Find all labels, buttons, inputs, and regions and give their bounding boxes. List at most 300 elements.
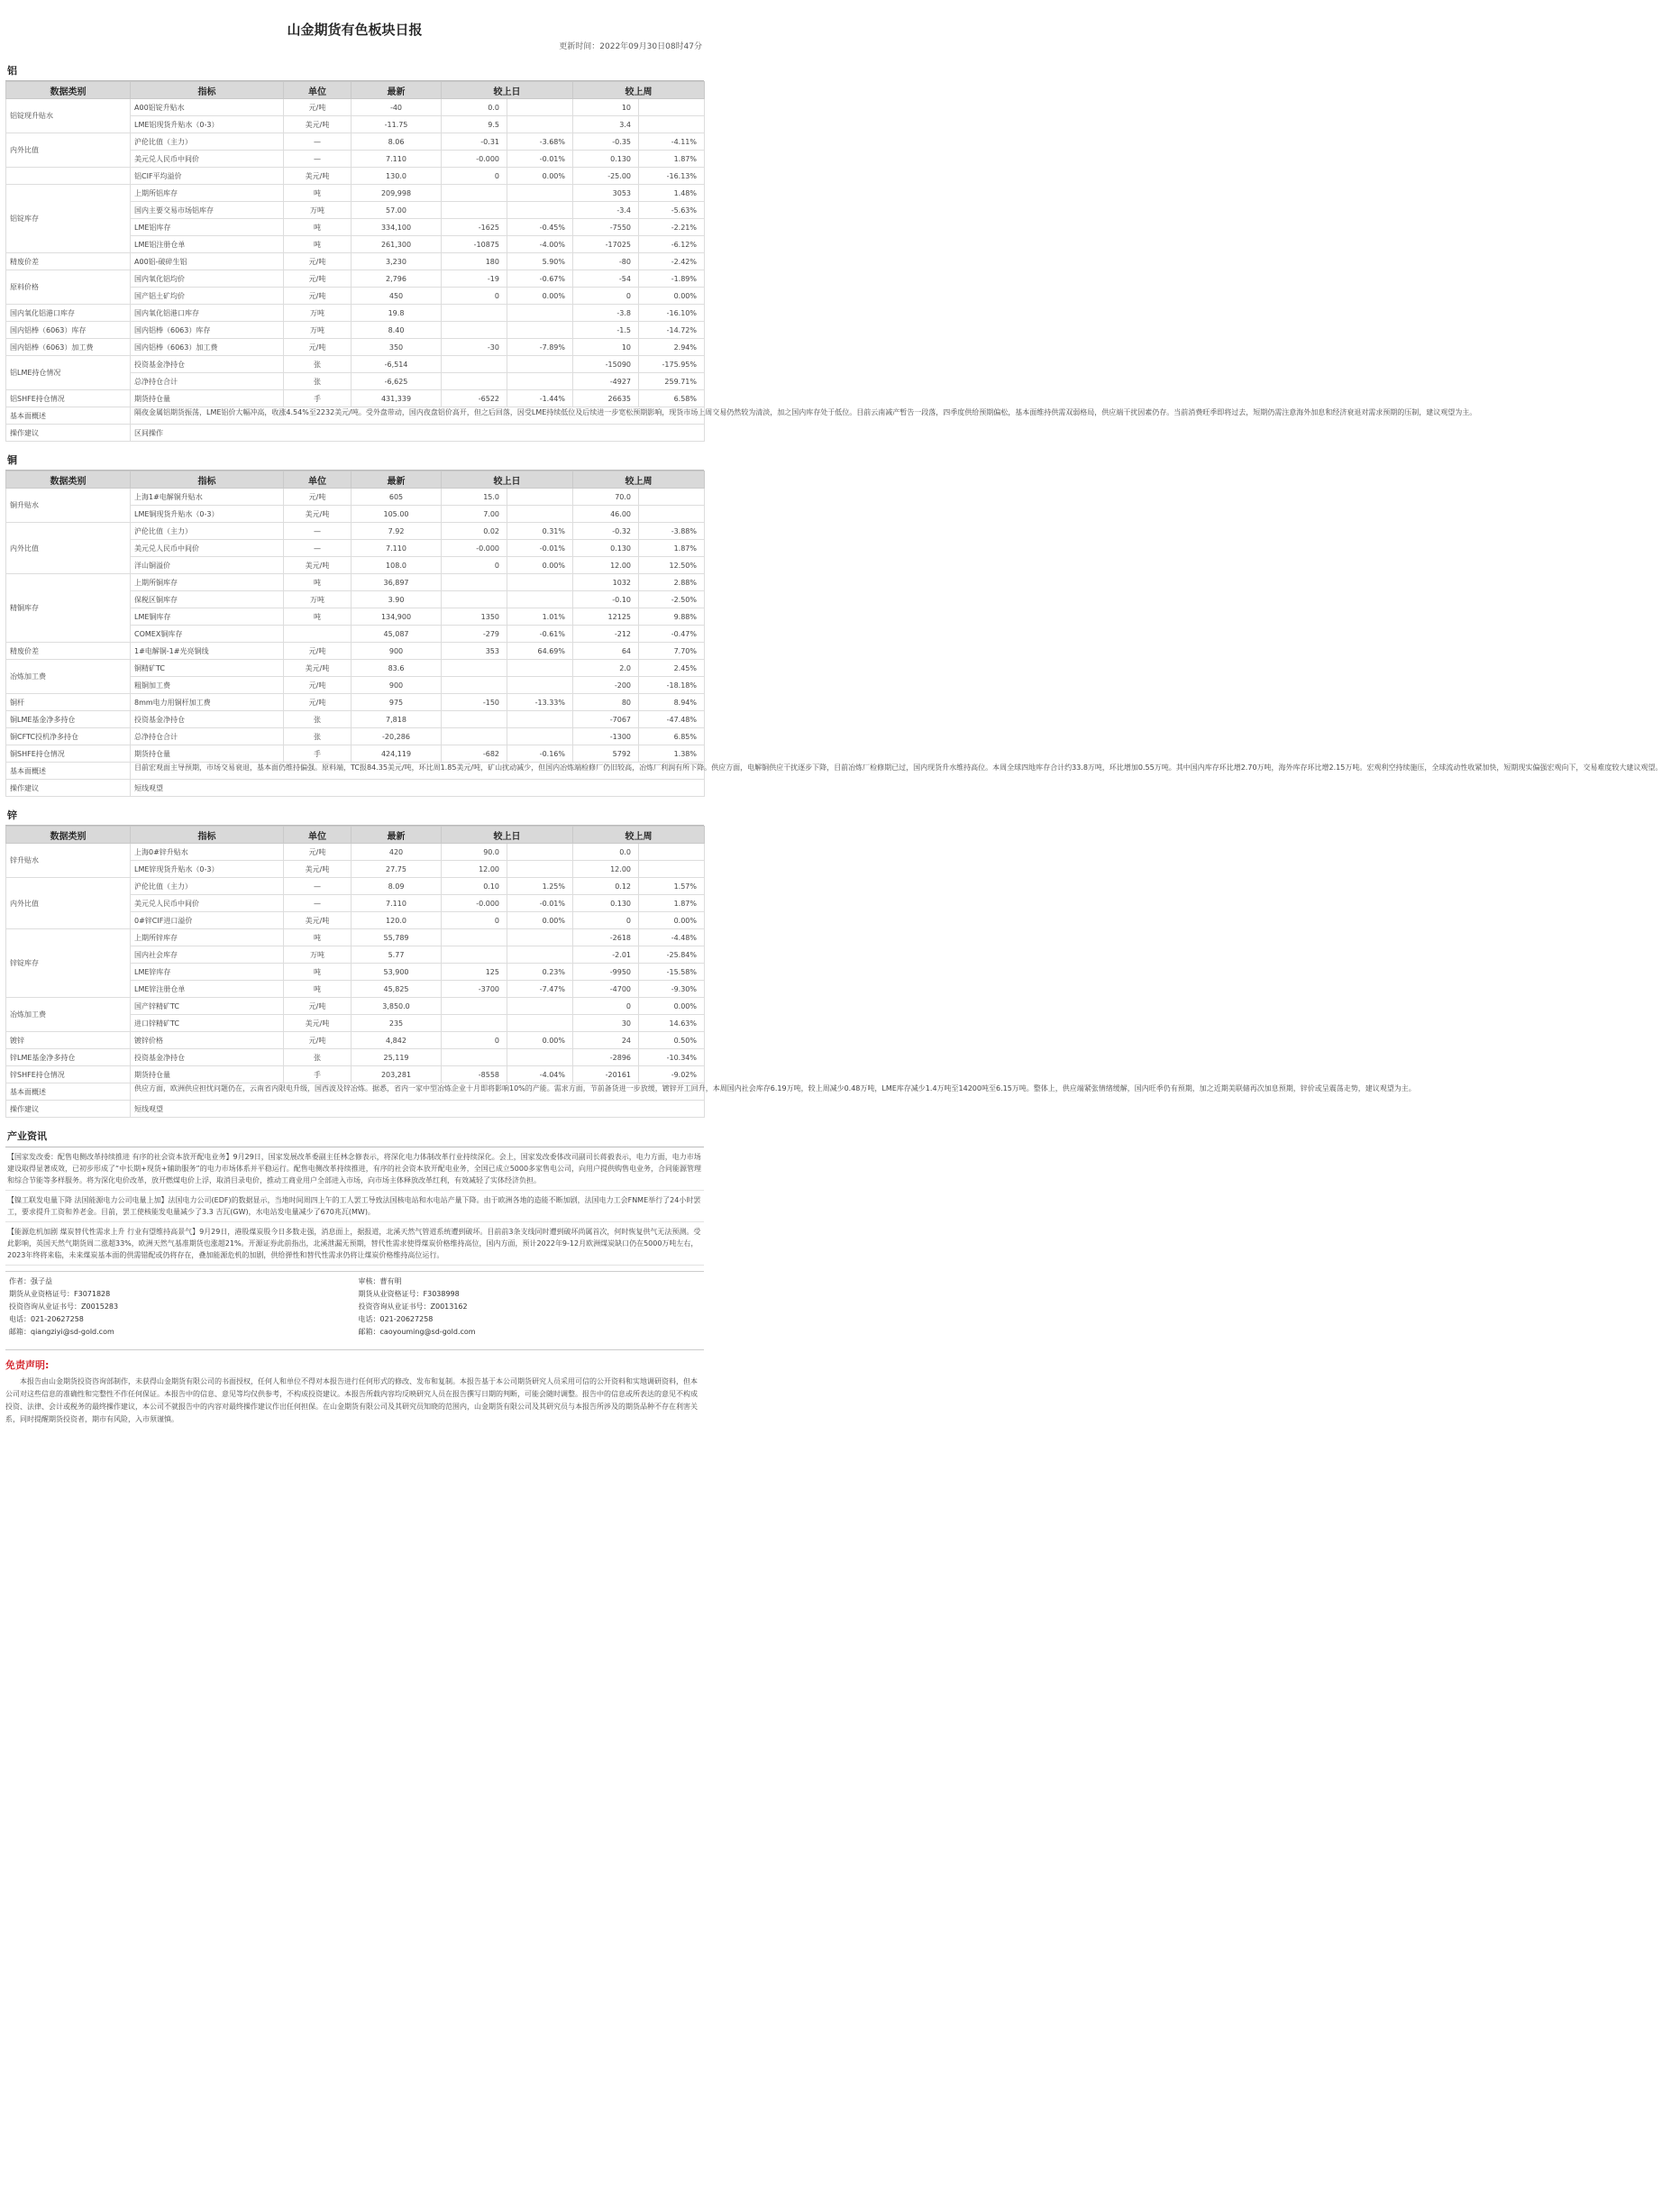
week-change-pct-cell: 6.58% xyxy=(639,390,705,407)
day-change-cell: 0 xyxy=(442,912,507,929)
day-change-cell: -19 xyxy=(442,270,507,288)
week-change-cell: -200 xyxy=(573,677,639,694)
category-cell: 铜杆 xyxy=(6,694,131,711)
indicator-cell: 美元兑人民币中间价 xyxy=(131,540,284,557)
day-change-pct-cell: -7.47% xyxy=(507,981,573,998)
indicator-cell: 投资基金净持仓 xyxy=(131,356,284,373)
latest-cell: 45,087 xyxy=(352,626,442,643)
week-change-cell: -80 xyxy=(573,253,639,270)
unit-cell: 美元/吨 xyxy=(284,912,352,929)
day-change-cell xyxy=(442,574,507,591)
indicator-cell: 国内铝棒（6063）库存 xyxy=(131,322,284,339)
basics-label-text: 基本面概述 xyxy=(10,766,46,775)
day-change-pct-cell: -0.16% xyxy=(507,745,573,763)
indicator-cell: 沪伦比值（主力） xyxy=(131,523,284,540)
day-change-cell: -0.000 xyxy=(442,151,507,168)
latest-cell: 134,900 xyxy=(352,608,442,626)
data-table xyxy=(5,81,1477,442)
week-change-cell: 12.00 xyxy=(573,861,639,878)
day-change-cell: -3700 xyxy=(442,981,507,998)
table-row xyxy=(6,99,705,116)
column-header: 较上周 xyxy=(573,471,705,489)
latest-cell: 3.90 xyxy=(352,591,442,608)
unit-cell: 吨 xyxy=(284,981,352,998)
week-change-pct-cell: -2.21% xyxy=(639,219,705,236)
latest-cell: 36,897 xyxy=(352,574,442,591)
indicator-cell: 国内铝棒（6063）加工费 xyxy=(131,339,284,356)
latest-cell: 108.0 xyxy=(352,557,442,574)
author-name: 作者：强子益 xyxy=(9,1277,52,1285)
day-change-pct-cell: -1.44% xyxy=(507,390,573,407)
day-change-pct-cell xyxy=(507,574,573,591)
week-change-pct-cell: 7.70% xyxy=(639,643,705,660)
advice-label xyxy=(6,780,131,797)
day-change-cell xyxy=(442,305,507,322)
unit-cell: 张 xyxy=(284,711,352,728)
day-change-cell: 180 xyxy=(442,253,507,270)
basics-text: 隔夜金属铝期货振荡，LME铝价大幅冲高，收涨4.54%至2232美元/吨。受外盘带动，国内夜盘铝价高开，但之后回落，因受LME持续低位及后续进一步宽松预期影响，现货市场上周交易仍然较为清淡，加之国内库存处于低位。目前云南减产暂告一段落，四季度供给预期偏松，基本面维持供需双弱格局，供应端干扰因素仍存。当前消费旺季即将过去，短期仍需注意海外加息和经济衰退对需求预期的压制，建议观望为主。 xyxy=(131,407,705,425)
column-header: 较上日 xyxy=(442,827,573,844)
unit-cell: 手 xyxy=(284,745,352,763)
day-change-pct-cell: -0.01% xyxy=(507,151,573,168)
news-item: 【镍工联发电量下降 法国能源电力公司电量上加】法国电力公司(EDF)的数据显示，当地时间周四上午的工人罢工导致法国核电站和水电站产量下降。由于欧洲各地的造能不断加剧，法国电力工会FNME举行了24小时罢工，要求提升工资和养老金。目前，罢工使核能发电量减少了3.3 吉瓦(GW)，水电站发电量减少了670兆瓦(MW)。 xyxy=(5,1191,704,1222)
update-time: 更新时间：2022年09月30日08时47分 xyxy=(559,42,702,51)
day-change-pct-cell xyxy=(507,844,573,861)
day-change-cell: 125 xyxy=(442,964,507,981)
week-change-pct-cell: -16.13% xyxy=(639,168,705,185)
category-cell: 国内铝棒（6063）加工费 xyxy=(6,339,131,356)
category-cell: 铜升贴水 xyxy=(6,489,131,523)
week-change-cell: 2.0 xyxy=(573,660,639,677)
unit-cell: 吨 xyxy=(284,964,352,981)
week-change-cell: 12.00 xyxy=(573,557,639,574)
week-change-cell: -4700 xyxy=(573,981,639,998)
indicator-cell: 0#锌CIF进口溢价 xyxy=(131,912,284,929)
latest-cell: 431,339 xyxy=(352,390,442,407)
news-item: 【能源危机加剧 煤炭替代性需求上升 行业有望维持高景气】9月29日，港股煤炭股今日多数走强，消息面上，据报道，北溪天然气管道系统遭到破坏。目前前3条支线同时遭到破坏尚属首次，何时恢复供气无法预测。受此影响，英国天然气期货周二涨超33%，欧洲天然气基准期货也涨超21%。开源证券此前指出，北溪泄漏无预期，替代性需求使得煤炭价格维持高位，国内方面，预计2022年9-12月欧洲煤炭缺口仍在5000万吨左右，2023年终将来临，未来煤炭基本面的供需错配或仍将存在，叠加能源危机的加剧，供给弹性和替代性需求仍将让煤炭价格维持高位运行。 xyxy=(5,1222,704,1266)
day-change-pct-cell: 0.00% xyxy=(507,168,573,185)
day-change-pct-cell xyxy=(507,185,573,202)
table-row xyxy=(6,844,705,861)
category-cell: 锌锭库存 xyxy=(6,929,131,998)
advice-label-text: 操作建议 xyxy=(10,783,39,792)
week-change-pct-cell xyxy=(639,489,705,506)
latest-cell: 8.09 xyxy=(352,878,442,895)
unit-cell: 张 xyxy=(284,728,352,745)
unit-cell: 元/吨 xyxy=(284,99,352,116)
week-change-cell: -54 xyxy=(573,270,639,288)
week-change-pct-cell: 2.45% xyxy=(639,660,705,677)
table-row xyxy=(6,270,705,288)
day-change-pct-cell: -0.61% xyxy=(507,626,573,643)
week-change-cell: -212 xyxy=(573,626,639,643)
unit-cell: 吨 xyxy=(284,236,352,253)
latest-cell: 105.00 xyxy=(352,506,442,523)
week-change-cell: 30 xyxy=(573,1015,639,1032)
unit-cell: 元/吨 xyxy=(284,270,352,288)
week-change-cell: 0.130 xyxy=(573,895,639,912)
table-row xyxy=(6,133,705,151)
week-change-pct-cell: -6.12% xyxy=(639,236,705,253)
category-cell xyxy=(6,168,131,185)
indicator-cell: 8mm电力用铜杆加工费 xyxy=(131,694,284,711)
category-cell: 冶炼加工费 xyxy=(6,998,131,1032)
advice-row xyxy=(6,425,705,442)
week-change-pct-cell: 2.88% xyxy=(639,574,705,591)
column-header: 最新 xyxy=(352,82,442,99)
week-change-cell: 5792 xyxy=(573,745,639,763)
contacts-block xyxy=(5,1271,704,1339)
indicator-cell: 总净持仓合计 xyxy=(131,728,284,745)
week-change-pct-cell: 12.50% xyxy=(639,557,705,574)
author-phone: 电话：021-20627258 xyxy=(9,1315,84,1323)
day-change-cell xyxy=(442,677,507,694)
column-header: 较上周 xyxy=(573,82,705,99)
day-change-cell xyxy=(442,373,507,390)
unit-cell: — xyxy=(284,878,352,895)
column-header: 较上日 xyxy=(442,82,573,99)
week-change-pct-cell: -15.58% xyxy=(639,964,705,981)
unit-cell: 美元/吨 xyxy=(284,557,352,574)
week-change-pct-cell: -5.63% xyxy=(639,202,705,219)
unit-cell: — xyxy=(284,151,352,168)
latest-cell: 7.92 xyxy=(352,523,442,540)
week-change-cell: -4927 xyxy=(573,373,639,390)
table-row xyxy=(6,523,705,540)
column-header: 指标 xyxy=(131,827,284,844)
reviewer-consult-license: 投资咨询从业证书号：Z0013162 xyxy=(358,1303,468,1311)
indicator-cell: LME铝现货升贴水（0-3） xyxy=(131,116,284,133)
week-change-cell: -2.01 xyxy=(573,946,639,964)
latest-cell: 3,850.0 xyxy=(352,998,442,1015)
advice-text: 短线观望 xyxy=(131,1101,705,1118)
latest-cell: 8.06 xyxy=(352,133,442,151)
unit-cell: 元/吨 xyxy=(284,489,352,506)
report-title: 山金期货有色板块日报 xyxy=(287,22,423,38)
unit-cell: 元/吨 xyxy=(284,677,352,694)
week-change-pct-cell: -25.84% xyxy=(639,946,705,964)
indicator-cell: 投资基金净持仓 xyxy=(131,711,284,728)
week-change-cell: -0.35 xyxy=(573,133,639,151)
week-change-cell: -1300 xyxy=(573,728,639,745)
latest-cell: 900 xyxy=(352,643,442,660)
week-change-cell: 10 xyxy=(573,339,639,356)
latest-cell: -11.75 xyxy=(352,116,442,133)
indicator-cell: A00铝-破碎生铝 xyxy=(131,253,284,270)
day-change-pct-cell xyxy=(507,728,573,745)
day-change-pct-cell: 1.25% xyxy=(507,878,573,895)
basics-label xyxy=(6,1083,131,1101)
unit-cell: — xyxy=(284,895,352,912)
section-0 xyxy=(5,52,1477,442)
week-change-pct-cell xyxy=(639,861,705,878)
latest-cell: 261,300 xyxy=(352,236,442,253)
latest-cell: 7.110 xyxy=(352,151,442,168)
indicator-cell: 期货持仓量 xyxy=(131,745,284,763)
news-title: 产业资讯 xyxy=(5,1118,704,1147)
week-change-pct-cell: 1.57% xyxy=(639,878,705,895)
basics-text: 目前宏观面主导预期，市场交易衰退，基本面仍维持偏强。原料端，TC报84.35美元/吨，环比周1.85美元/吨，矿山扰动减少，但国内冶炼端检修厂仍旧较高，冶炼厂利润有所下降。供应方面，电解铜供应干扰逐步下降，目前冶炼厂检修期已过，国内现货升水维持高位。本周全球四地库存合计约33.8万吨，环比增加0.55万吨。其中国内库存环比增2.70万吨，海外库存环比增2.15万吨。宏观利空持续施压，全球流动性收紧加快，短期现实偏强宏观向下，交易难度较大建议观望。 xyxy=(131,763,705,780)
day-change-cell: 0 xyxy=(442,557,507,574)
column-header: 最新 xyxy=(352,827,442,844)
week-change-pct-cell: -10.34% xyxy=(639,1049,705,1066)
latest-cell: 605 xyxy=(352,489,442,506)
week-change-pct-cell: -9.02% xyxy=(639,1066,705,1083)
column-header: 数据类别 xyxy=(6,827,131,844)
day-change-pct-cell: -0.67% xyxy=(507,270,573,288)
table-row xyxy=(6,185,705,202)
table-row xyxy=(6,711,705,728)
unit-cell: 吨 xyxy=(284,185,352,202)
latest-cell: 209,998 xyxy=(352,185,442,202)
column-header: 指标 xyxy=(131,471,284,489)
unit-cell: — xyxy=(284,133,352,151)
week-change-cell: -7067 xyxy=(573,711,639,728)
author-email[interactable]: 邮箱：qiangziyi@sd-gold.com xyxy=(9,1328,114,1336)
data-table xyxy=(5,826,1416,1118)
section-title: 铜 xyxy=(5,442,704,471)
unit-cell: 吨 xyxy=(284,608,352,626)
latest-cell: 334,100 xyxy=(352,219,442,236)
table-row xyxy=(6,643,705,660)
table-row xyxy=(6,929,705,946)
basics-row xyxy=(6,763,705,780)
day-change-pct-cell xyxy=(507,591,573,608)
section-title: 锌 xyxy=(5,797,704,826)
latest-cell: 7,818 xyxy=(352,711,442,728)
indicator-cell: 铜精矿TC xyxy=(131,660,284,677)
indicator-cell: 洋山铜溢价 xyxy=(131,557,284,574)
category-cell: 原料价格 xyxy=(6,270,131,305)
table-row xyxy=(6,660,705,677)
unit-cell: 美元/吨 xyxy=(284,660,352,677)
indicator-cell: 国内氧化铝港口库存 xyxy=(131,305,284,322)
unit-cell: 万吨 xyxy=(284,591,352,608)
category-cell: 内外比值 xyxy=(6,133,131,168)
column-header: 单位 xyxy=(284,471,352,489)
unit-cell: 美元/吨 xyxy=(284,1015,352,1032)
table-row xyxy=(6,574,705,591)
day-change-cell: 353 xyxy=(442,643,507,660)
reviewer-info xyxy=(355,1275,705,1339)
unit-cell: 手 xyxy=(284,390,352,407)
author-consult-license: 投资咨询从业证书号：Z0015283 xyxy=(9,1303,119,1311)
latest-cell: 27.75 xyxy=(352,861,442,878)
indicator-cell: 美元兑人民币中间价 xyxy=(131,151,284,168)
week-change-pct-cell: 1.87% xyxy=(639,895,705,912)
basics-label-text: 基本面概述 xyxy=(10,1087,46,1096)
advice-label-text: 操作建议 xyxy=(10,428,39,437)
day-change-cell xyxy=(442,929,507,946)
day-change-cell: -0.31 xyxy=(442,133,507,151)
reviewer-phone: 电话：021-20627258 xyxy=(358,1315,434,1323)
unit-cell: 元/吨 xyxy=(284,288,352,305)
advice-row xyxy=(6,780,705,797)
indicator-cell: LME铝注册仓单 xyxy=(131,236,284,253)
week-change-cell: -2896 xyxy=(573,1049,639,1066)
day-change-pct-cell: 0.00% xyxy=(507,1032,573,1049)
unit-cell: — xyxy=(284,523,352,540)
week-change-cell: 0.0 xyxy=(573,844,639,861)
latest-cell: 203,281 xyxy=(352,1066,442,1083)
latest-cell: 350 xyxy=(352,339,442,356)
day-change-cell: -150 xyxy=(442,694,507,711)
day-change-pct-cell: 5.90% xyxy=(507,253,573,270)
reviewer-email[interactable]: 邮箱：caoyouming@sd-gold.com xyxy=(358,1328,476,1336)
table-row xyxy=(6,253,705,270)
section-2 xyxy=(5,797,1416,1118)
disclaimer-text: 本报告由山金期货投资咨询部制作，未获得山金期货有限公司的书面授权，任何人和单位不得对本报告进行任何形式的修改、发布和复制。本报告基于本公司期货研究人员采用可信的公开资料和实地调研资料，但本公司对这些信息的准确性和完整性不作任何保证。本报告中的信息、意见等均仅供参考，不构成投资建议。本报告所载内容均反映研究人员在报告撰写日期的判断，可能会随时调整。报告中的信息或所表达的意见不构成投资、法律、会计或税务的最终操作建议，本公司不就报告中的内容对最终操作建议作出任何担保。在山金期货有限公司及其研究员知晓的范围内，山金期货有限公司及其研究员与本报告所涉及的期货品种不存在利害关系，同时提醒期货投资者，期市有风险，入市须谨慎。 xyxy=(5,1377,698,1423)
day-change-cell: 7.00 xyxy=(442,506,507,523)
indicator-cell: 上期所铝库存 xyxy=(131,185,284,202)
indicator-cell: 进口锌精矿TC xyxy=(131,1015,284,1032)
category-cell: 冶炼加工费 xyxy=(6,660,131,694)
day-change-cell: -1625 xyxy=(442,219,507,236)
column-header: 较上周 xyxy=(573,827,705,844)
indicator-cell: 镀锌价格 xyxy=(131,1032,284,1049)
advice-text: 区间操作 xyxy=(131,425,705,442)
week-change-pct-cell: 14.63% xyxy=(639,1015,705,1032)
day-change-cell: 0.02 xyxy=(442,523,507,540)
day-change-pct-cell xyxy=(507,356,573,373)
indicator-cell: LME铜现货升贴水（0-3） xyxy=(131,506,284,523)
latest-cell: 235 xyxy=(352,1015,442,1032)
latest-cell: 975 xyxy=(352,694,442,711)
week-change-pct-cell: 0.50% xyxy=(639,1032,705,1049)
unit-cell: 吨 xyxy=(284,574,352,591)
latest-cell: -6,514 xyxy=(352,356,442,373)
category-cell: 精废价差 xyxy=(6,643,131,660)
unit-cell: 吨 xyxy=(284,219,352,236)
week-change-cell: 3.4 xyxy=(573,116,639,133)
week-change-pct-cell: -16.10% xyxy=(639,305,705,322)
week-change-cell: 24 xyxy=(573,1032,639,1049)
indicator-cell: 1#电解铜-1#光亮铜线 xyxy=(131,643,284,660)
week-change-cell: 0 xyxy=(573,288,639,305)
sections-container xyxy=(0,52,1662,1118)
unit-cell: 美元/吨 xyxy=(284,116,352,133)
week-change-cell: -25.00 xyxy=(573,168,639,185)
latest-cell: 3,230 xyxy=(352,253,442,270)
indicator-cell: 铝CIF平均溢价 xyxy=(131,168,284,185)
unit-cell: 万吨 xyxy=(284,322,352,339)
indicator-cell: 投资基金净持仓 xyxy=(131,1049,284,1066)
indicator-cell: A00铝锭升贴水 xyxy=(131,99,284,116)
week-change-pct-cell: -175.95% xyxy=(639,356,705,373)
day-change-cell xyxy=(442,185,507,202)
basics-label xyxy=(6,763,131,780)
latest-cell: 7.110 xyxy=(352,895,442,912)
week-change-pct-cell: -4.11% xyxy=(639,133,705,151)
unit-cell: — xyxy=(284,540,352,557)
day-change-pct-cell xyxy=(507,322,573,339)
day-change-pct-cell xyxy=(507,506,573,523)
day-change-cell: 0 xyxy=(442,288,507,305)
week-change-cell: -7550 xyxy=(573,219,639,236)
day-change-pct-cell xyxy=(507,99,573,116)
day-change-cell: -0.000 xyxy=(442,540,507,557)
table-row xyxy=(6,694,705,711)
category-cell: 精铜库存 xyxy=(6,574,131,643)
day-change-pct-cell: -0.01% xyxy=(507,895,573,912)
indicator-cell: LME锌现货升贴水（0-3） xyxy=(131,861,284,878)
indicator-cell: COMEX铜库存 xyxy=(131,626,284,643)
week-change-pct-cell: 6.85% xyxy=(639,728,705,745)
latest-cell: 120.0 xyxy=(352,912,442,929)
unit-cell xyxy=(284,626,352,643)
week-change-pct-cell: -9.30% xyxy=(639,981,705,998)
unit-cell: 美元/吨 xyxy=(284,506,352,523)
category-cell: 国内氧化铝港口库存 xyxy=(6,305,131,322)
week-change-cell: -17025 xyxy=(573,236,639,253)
indicator-cell: LME铜库存 xyxy=(131,608,284,626)
indicator-cell: 国内社会库存 xyxy=(131,946,284,964)
week-change-pct-cell xyxy=(639,99,705,116)
unit-cell: 张 xyxy=(284,373,352,390)
category-cell: 锌升贴水 xyxy=(6,844,131,878)
column-header: 指标 xyxy=(131,82,284,99)
table-row xyxy=(6,322,705,339)
week-change-cell: 0.12 xyxy=(573,878,639,895)
table-row xyxy=(6,728,705,745)
basics-label xyxy=(6,407,131,425)
day-change-cell xyxy=(442,591,507,608)
advice-text: 短线观望 xyxy=(131,780,705,797)
week-change-cell: -20161 xyxy=(573,1066,639,1083)
day-change-cell: -279 xyxy=(442,626,507,643)
day-change-pct-cell xyxy=(507,929,573,946)
week-change-cell: -3.4 xyxy=(573,202,639,219)
latest-cell: 424,119 xyxy=(352,745,442,763)
column-header: 最新 xyxy=(352,471,442,489)
latest-cell: 900 xyxy=(352,677,442,694)
unit-cell: 万吨 xyxy=(284,305,352,322)
day-change-cell xyxy=(442,356,507,373)
week-change-cell: 1032 xyxy=(573,574,639,591)
week-change-pct-cell: 0.00% xyxy=(639,288,705,305)
week-change-pct-cell: 1.87% xyxy=(639,151,705,168)
advice-label-text: 操作建议 xyxy=(10,1104,39,1113)
latest-cell: 4,842 xyxy=(352,1032,442,1049)
day-change-cell: -682 xyxy=(442,745,507,763)
day-change-pct-cell: 0.23% xyxy=(507,964,573,981)
latest-cell: 19.8 xyxy=(352,305,442,322)
day-change-pct-cell: -4.00% xyxy=(507,236,573,253)
table-row xyxy=(6,1066,705,1083)
author-info xyxy=(5,1275,355,1339)
week-change-cell: 0.130 xyxy=(573,540,639,557)
category-cell: 锌LME基金净多持仓 xyxy=(6,1049,131,1066)
unit-cell: 美元/吨 xyxy=(284,861,352,878)
week-change-cell: -0.10 xyxy=(573,591,639,608)
column-header: 数据类别 xyxy=(6,82,131,99)
indicator-cell: 国产铝土矿均价 xyxy=(131,288,284,305)
latest-cell: -6,625 xyxy=(352,373,442,390)
day-change-cell xyxy=(442,1015,507,1032)
week-change-pct-cell: -2.50% xyxy=(639,591,705,608)
latest-cell: 450 xyxy=(352,288,442,305)
day-change-cell: 9.5 xyxy=(442,116,507,133)
category-cell: 精废价差 xyxy=(6,253,131,270)
day-change-cell xyxy=(442,711,507,728)
latest-cell: -40 xyxy=(352,99,442,116)
week-change-pct-cell: -14.72% xyxy=(639,322,705,339)
day-change-pct-cell xyxy=(507,946,573,964)
basics-row xyxy=(6,407,705,425)
week-change-pct-cell: -47.48% xyxy=(639,711,705,728)
table-row xyxy=(6,356,705,373)
indicator-cell: 总净持仓合计 xyxy=(131,373,284,390)
